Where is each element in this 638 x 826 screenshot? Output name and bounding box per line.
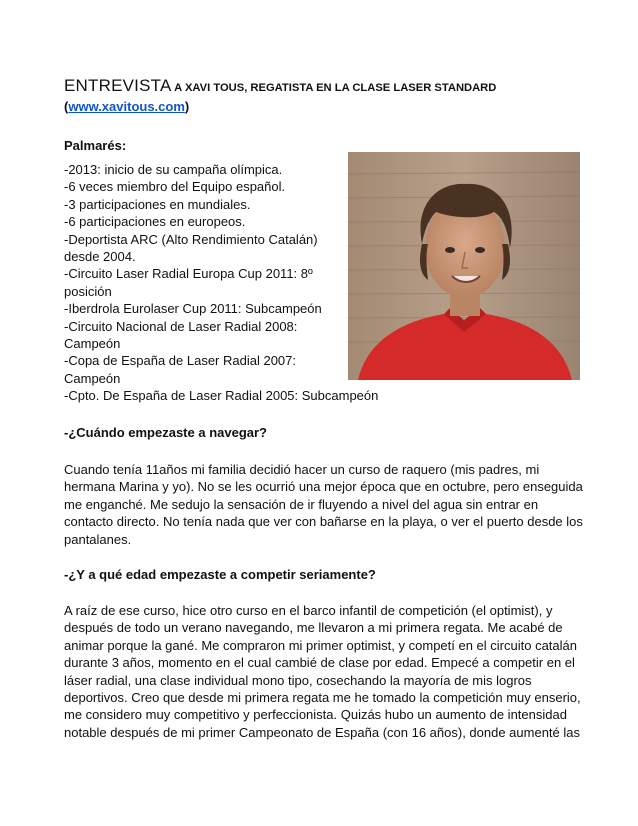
website-line (64, 99, 189, 114)
answer-line: hermana Marina y yo). No se les ocurrió una mejor época que en octubre, pero enseguida (64, 479, 583, 495)
answer-line: láser radial, una clase individual mono tipo, cosechando la mayoría de mis logros (64, 672, 532, 688)
url-close-paren: ) (184, 99, 190, 114)
answer-line: Cuando tenía 11años mi familia decidió hacer un curso de raquero (mis padres, mi (64, 462, 540, 477)
answer-line: me enganché. Me sedujo la sensación de ir fluyendo a nivel del agua sin entrar en (64, 496, 539, 512)
palmares-item: Campeón (64, 370, 121, 386)
palmares-item: posición (64, 283, 112, 299)
answer-line: deportivos. Creo que desde mi primera regata me he tomado la competición muy enserio, (64, 690, 581, 706)
website-link[interactable]: www.xavitous.com (68, 99, 185, 114)
answer-line: animar porque la gané. Me compraron mi primer optimist, y competí en el circuito catalán (64, 637, 577, 653)
palmares-item: -6 participaciones en europeos. (64, 214, 246, 230)
answer-2 (64, 602, 581, 741)
palmares-item: -Circuito Laser Radial Europa Cup 2011: 8º (64, 266, 313, 282)
portrait-photo-image (348, 152, 580, 380)
answer-line: después de todo un verano navegando, me llevaron a mi primera regata. Me acabé de (64, 620, 563, 636)
palmares-item: -Cpto. De España de Laser Radial 2005: Subcampeón (64, 388, 379, 404)
palmares-item: -Deportista ARC (Alto Rendimiento Catalán) (64, 231, 318, 247)
portrait-photo (348, 152, 580, 380)
title-subtitle: A XAVI TOUS, REGATISTA EN LA CLASE LASER STANDARD (171, 82, 497, 94)
palmares-item: -Iberdrola Eurolaser Cup 2011: Subcampeón (64, 301, 322, 317)
answer-line: contacto directo. No tenía nada que ver con bañarse en la playa, o ver el puerto desde los (64, 514, 583, 530)
palmares-heading: Palmarés: (64, 138, 127, 153)
url-open-paren: ( (64, 99, 69, 114)
answer-line: durante 3 años, momento en el cual cambié de clase por edad. Empecé a competir en el (64, 655, 575, 671)
question-1: -¿Cuándo empezaste a navegar? (64, 425, 267, 440)
answer-line: me considero muy competitivo y perfeccionista. Quizás hubo un aumento de intensidad (64, 707, 567, 723)
answer-line: pantalanes. (64, 531, 132, 547)
palmares-item: desde 2004. (64, 249, 136, 265)
answer-line: notable después de mi primer Campeonato de España (con 16 años), donde aumenté las (64, 724, 580, 740)
palmares-item: -Copa de España de Laser Radial 2007: (64, 353, 296, 369)
palmares-item: -6 veces miembro del Equipo español. (64, 179, 286, 195)
palmares-item: -2013: inicio de su campaña olímpica. (64, 162, 283, 177)
question-2: -¿Y a qué edad empezaste a competir seriamente? (64, 567, 376, 582)
title-main: ENTREVISTA (64, 76, 172, 95)
palmares-item: -3 participaciones en mundiales. (64, 196, 251, 212)
answer-line: A raíz de ese curso, hice otro curso en el barco infantil de competición (el optimist), y (64, 603, 553, 618)
palmares-item: -Circuito Nacional de Laser Radial 2008: (64, 318, 298, 334)
palmares-list (64, 161, 378, 405)
document-title (64, 76, 496, 96)
palmares-item: Campeón (64, 336, 121, 352)
answer-1 (64, 461, 583, 548)
